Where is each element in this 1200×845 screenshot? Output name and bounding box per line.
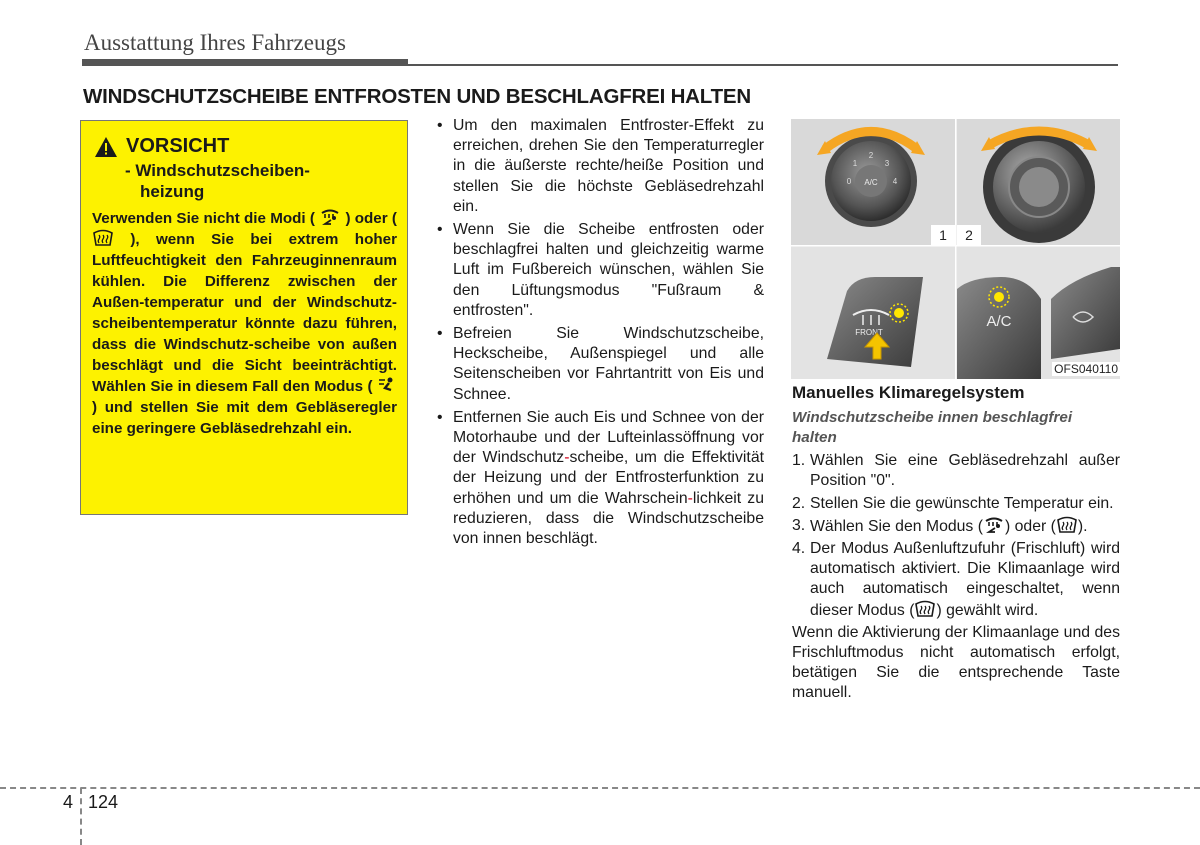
list-item: • Wenn Sie die Scheibe entfrosten oder beschlagfrei halten und gleichzeitig warme Luft im Fußbereich wünschen, wählen Sie den Lüftungsmodus "Fußraum & entfrosten".	[436, 220, 764, 321]
caution-text: Verwenden Sie nicht die Modi ( ) oder ( ), wenn Sie bei extrem hoher Luftfeuchtigkeit den Fahrzeuginnenraum kühlen. Die Differenz zwischen der Außen-temperatur und der Windschutz-scheibentemperatur könnte dazu führen, dass die Windschutz-scheibe von außen beschlägt und die Sicht beeinträchtigt. Wählen Sie in diesem Fall den Modus ( ) und stellen Sie mit dem Gebläseregler eine geringere Gebläsedrehzahl ein.	[92, 210, 397, 437]
svg-text:2: 2	[868, 151, 874, 160]
svg-text:0: 0	[846, 177, 852, 186]
header-rule-thick	[82, 59, 408, 66]
warning-triangle-icon	[94, 136, 118, 158]
climate-control-figure	[791, 119, 1120, 379]
list-item: • Befreien Sie Windschutzscheibe, Heckscheibe, Außenspiegel und alle Seitenscheiben vor Fahrtantritt von Eis und Schnee.	[436, 324, 764, 405]
chapter-number: 4	[63, 792, 74, 812]
ac-knob-label: A/C	[864, 178, 878, 187]
caution-subtitle: - Windschutzscheiben- heizung	[125, 161, 310, 201]
list-item: • Entfernen Sie auch Eis und Schnee von der Motorhaube und der Lufteinlassöffnung vor der Windschutz-scheibe, um die Effektivität der Heizung und der Entfrosterfunktion zu erhöhen und um die Wahrschein-lichkeit zu reduzieren, dass die Windschutzscheibe von innen beschlägt.	[436, 408, 764, 549]
face-vent-icon	[377, 376, 397, 394]
svg-text:4: 4	[892, 177, 898, 186]
list-item: 4. Der Modus Außenluftzufuhr (Frischluft) wird automatisch aktiviert. Die Klimaanlage wird auch automatisch eingeschaltet, wenn dieser Modus ( ) gewählt wird.	[792, 540, 1120, 619]
manual-climate-section	[792, 383, 1120, 704]
caution-header	[94, 135, 397, 158]
page-number: 124	[88, 792, 119, 812]
defrost-icon	[914, 600, 936, 618]
caution-box	[80, 120, 408, 515]
header-rule-thin	[408, 64, 1118, 66]
tips-list	[436, 116, 764, 552]
section-heading: Manuelles Klimaregelsystem	[792, 383, 1025, 402]
figure-code: OFS040110	[1054, 362, 1118, 376]
page-heading: WINDSCHUTZSCHEIBE ENTFROSTEN UND BESCHLAGFREI HALTEN	[83, 85, 751, 108]
ac-button-label: A/C	[986, 313, 1012, 330]
floor-defrost-icon	[319, 208, 341, 226]
list-item: 2. Stellen Sie die gewünschte Temperatur ein.	[792, 494, 1114, 512]
section-subheading: Windschutzscheibe innen beschlagfrei halten	[792, 409, 1073, 447]
defrost-icon	[92, 229, 114, 247]
footer-rule	[0, 787, 1200, 789]
climate-panel-illustration	[791, 119, 1120, 379]
svg-text:1: 1	[852, 159, 858, 168]
defrost-icon	[1056, 516, 1078, 534]
list-item: 1. Wählen Sie eine Gebläsedrehzahl außer Position "0".	[792, 452, 1120, 490]
steps-list	[792, 451, 1120, 621]
figure-label-1: 1	[939, 227, 947, 243]
floor-defrost-icon	[983, 516, 1005, 534]
footer-divider	[80, 788, 82, 845]
list-item: 3. Wählen Sie den Modus ( ) oder ( ).	[792, 516, 1088, 535]
closing-paragraph: Wenn die Aktivierung der Klimaanlage und des Frischluftmodus nicht automatisch erfolgt, betätigen Sie die entsprechende Taste manuell.	[792, 623, 1120, 702]
figure-label-2: 2	[965, 227, 973, 243]
svg-text:3: 3	[884, 159, 890, 168]
section-title: Ausstattung Ihres Fahrzeugs	[84, 30, 346, 55]
list-item: • Um den maximalen Entfroster-Effekt zu erreichen, drehen Sie den Temperaturregler in die äußerste rechte/heiße Position und stellen Sie die höchste Gebläsedrehzahl ein.	[436, 116, 764, 217]
caution-title: VORSICHT	[126, 135, 230, 157]
front-button-label: FRONT	[855, 328, 883, 337]
